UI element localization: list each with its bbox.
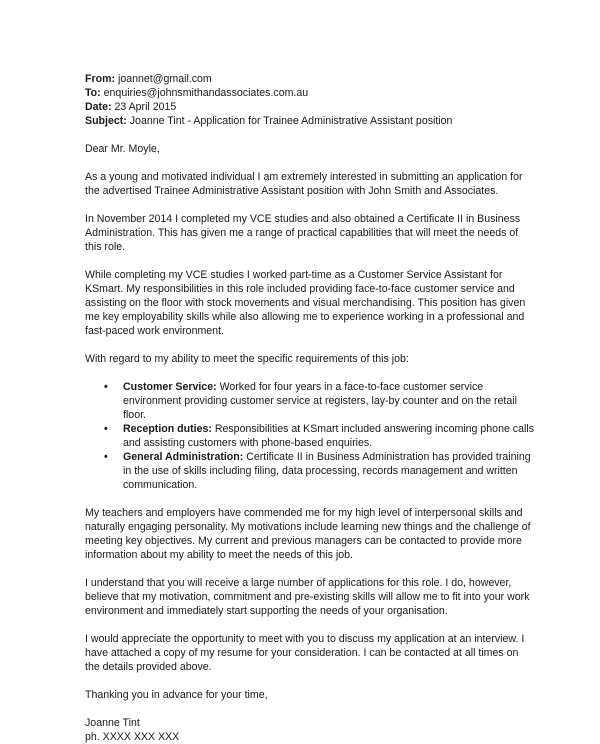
signature-phone: ph. XXXX XXX XXX <box>85 731 180 743</box>
date-line <box>85 100 535 114</box>
requirement-term: Customer Service: <box>123 381 217 393</box>
to-line <box>85 86 535 100</box>
paragraph-requirements-intro: With regard to my ability to meet the specific requirements of this job: <box>85 353 409 365</box>
to-label: To: <box>85 87 101 99</box>
paragraph-education: In November 2014 I completed my VCE studies and also obtained a Certificate II in Business Administration. This has given me a range of practical capabilities that will meet the needs of this role. <box>85 213 521 253</box>
email-header <box>85 72 535 128</box>
paragraph-interview: I would appreciate the opportunity to meet with you to discuss my application at an interview. I have attached a copy of my resume for your consideration. I can be contacted at all times on the details provided above. <box>85 633 525 673</box>
requirement-text: Worked for four years in a face-to-face customer service environment providing customer service at registers, lay-by counter and on the retail floor. <box>123 381 517 421</box>
requirement-text: Responsibilities at KSmart included answering incoming phone calls and assisting customers with phone-based enquiries. <box>123 423 534 449</box>
from-label: From: <box>85 73 116 85</box>
paragraph-references: My teachers and employers have commended me for my high level of interpersonal skills and naturally engaging personality. My motivations include learning new things and the challenge of meeting key objectives. My current and previous managers can be contacted to provide more information about my ability to meet the needs of this job. <box>85 507 531 561</box>
salutation: Dear Mr. Moyle, <box>85 143 160 155</box>
bullet-icon: • <box>104 451 108 463</box>
paragraph-intro: As a young and motivated individual I am extremely interested in submitting an application for the advertised Trainee Administrative Assistant position with John Smith and Associates. <box>85 171 523 197</box>
from-value: joannet@gmail.com <box>117 73 212 85</box>
subject-value: Joanne Tint - Application for Trainee Administrative Assistant position <box>129 115 453 127</box>
to-value: enquiries@johnsmithandassociates.com.au <box>103 87 309 99</box>
list-item <box>104 380 535 422</box>
paragraph-fit: I understand that you will receive a large number of applications for this role. I do, however, believe that my motivation, commitment and pre-existing skills will allow me to fit into your work environment and immediately start supporting the needs of your organisation. <box>85 577 530 617</box>
list-item <box>104 450 535 492</box>
letter <box>85 72 535 744</box>
subject-label: Subject: <box>85 115 127 127</box>
from-line <box>85 72 535 86</box>
signature <box>85 716 535 744</box>
paragraph-experience: While completing my VCE studies I worked part-time as a Customer Service Assistant for KSmart. My responsibilities in this role included providing face-to-face customer service and assisting on the floor with stock movements and visual merchandising. This position has given me key employability skills while also allowing me to experience working in a professional and fast-paced work environment. <box>85 269 526 337</box>
date-value: 23 April 2015 <box>114 101 177 113</box>
signature-name: Joanne Tint <box>85 717 140 729</box>
requirement-text: Certificate II in Business Administration has provided training in the use of skills including filing, data processing, records management and written communication. <box>123 451 531 491</box>
list-item <box>104 422 535 450</box>
requirement-term: General Administration: <box>123 451 244 463</box>
bullet-icon: • <box>104 423 108 435</box>
bullet-icon: • <box>104 381 108 393</box>
requirement-term: Reception duties: <box>123 423 212 435</box>
date-label: Date: <box>85 101 112 113</box>
closing: Thanking you in advance for your time, <box>85 689 268 701</box>
requirements-list <box>85 380 535 492</box>
subject-line <box>85 114 535 128</box>
